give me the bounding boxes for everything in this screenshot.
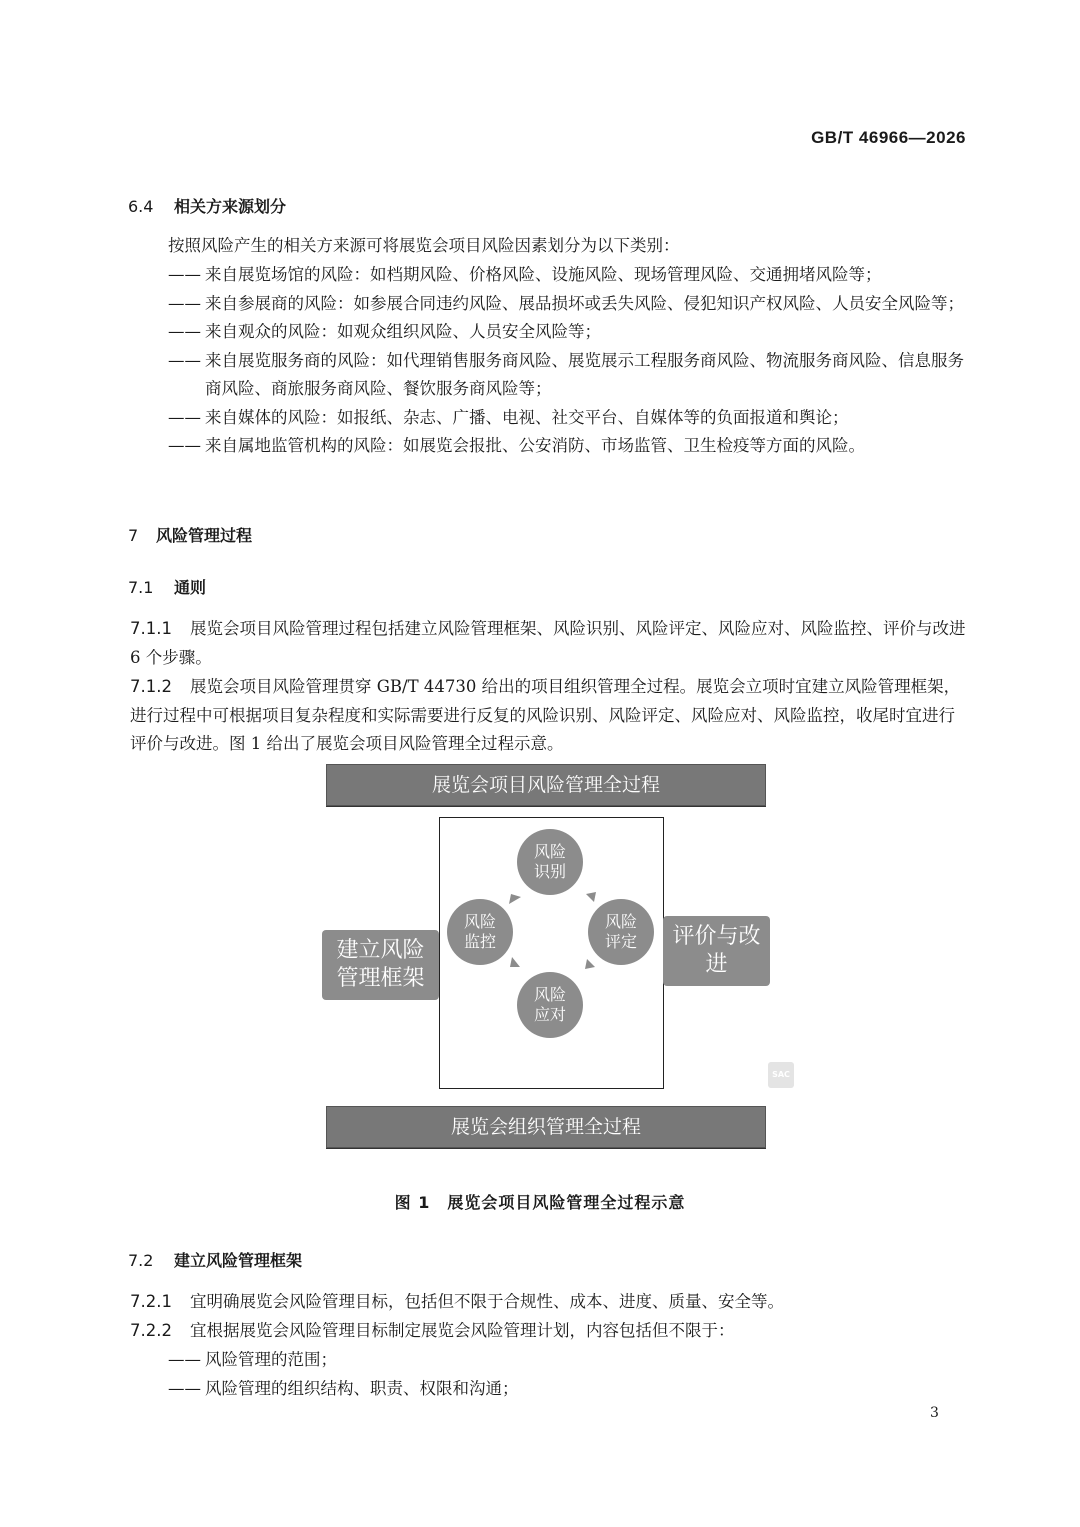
list-item: —— 来自观众的风险：如观众组织风险、人员安全风险等； <box>168 322 601 341</box>
arrow-icon <box>585 959 595 969</box>
list-item: —— 风险管理的组织结构、职责、权限和沟通； <box>168 1378 519 1398</box>
figure-top-bar: 展览会项目风险管理全过程 <box>326 764 766 806</box>
clause-7-2-2: 7.2.2 宜根据展览会风险管理目标制定展览会风险管理计划，内容包括但不限于： <box>130 1321 735 1340</box>
figure-bottom-bar: 展览会组织管理全过程 <box>326 1106 766 1148</box>
box-evaluate-improve: 评价与改 进 <box>663 916 770 986</box>
cycle-arrows <box>439 817 663 1087</box>
list-item: —— 风险管理的范围； <box>168 1350 337 1369</box>
list-item: —— 来自展览服务商的风险：如代理销售服务商风险、展览展示工程服务商风险、物流服务商风险、信息服务商风险、商旅服务商风险、餐饮服务商风险等； <box>168 350 964 398</box>
section-7-2-list <box>168 1346 968 1403</box>
section-6-4-heading <box>128 194 286 217</box>
section-6-4-intro: 按照风险产生的相关方来源可将展览会项目风险因素划分为以下类别： <box>168 236 680 255</box>
section-6-4-list <box>168 261 968 461</box>
section-title: 风险管理过程 <box>156 526 253 545</box>
arrow-icon <box>586 892 596 902</box>
list-item: —— 来自媒体的风险：如报纸、杂志、广播、电视、社交平台、自媒体等的负面报道和舆论； <box>168 407 849 427</box>
arrow-icon <box>509 894 521 904</box>
section-number: 6.4 <box>128 197 154 216</box>
arrow-icon <box>510 957 520 967</box>
section-7-heading <box>128 523 252 546</box>
figure-caption: 图 1 展览会项目风险管理全过程示意 <box>394 1193 686 1212</box>
section-number: 7.1 <box>128 578 154 597</box>
circle-risk-identification: 风险 识别 <box>517 829 583 895</box>
list-item: —— 来自展览场馆的风险：如档期风险、价格风险、设施风险、现场管理风险、交通拥堵风险等； <box>168 265 882 284</box>
circle-risk-monitoring: 风险 监控 <box>447 899 513 965</box>
sac-watermark-logo: SAC <box>768 1062 794 1088</box>
section-7-2-heading <box>128 1248 302 1271</box>
section-title: 通则 <box>174 578 207 597</box>
clause-7-1-1: 7.1.1 展览会项目风险管理过程包括建立风险管理框架、风险识别、风险评定、风险应对、风险监控、评价与改进 6 个步骤。 <box>130 619 966 667</box>
clause-7-2-1: 7.2.1 宜明确展览会风险管理目标，包括但不限于合规性、成本、进度、质量、安全等。 <box>130 1292 784 1311</box>
circle-risk-response: 风险 应对 <box>517 972 583 1038</box>
list-item: —— 来自属地监管机构的风险：如展览会报批、公安消防、市场监管、卫生检疫等方面的风险。 <box>168 436 865 455</box>
standard-code: GB/T 46966—2026 <box>811 128 966 147</box>
page-number: 3 <box>930 1405 939 1421</box>
circle-risk-assessment: 风险 评定 <box>588 899 654 965</box>
section-7-1-heading <box>128 575 206 598</box>
section-title: 建立风险管理框架 <box>174 1251 303 1270</box>
section-number: 7.2 <box>128 1251 154 1270</box>
section-number: 7 <box>128 526 139 545</box>
section-title: 相关方来源划分 <box>174 197 287 216</box>
list-item: —— 来自参展商的风险：如参展合同违约风险、展品损坏或丢失风险、侵犯知识产权风险、人员安全风险等； <box>168 293 964 313</box>
box-establish-framework: 建立风险 管理框架 <box>322 930 439 1000</box>
clause-7-1-2: 7.1.2 展览会项目风险管理贯穿 GB/T 44730 给出的项目组织管理全过程。展览会立项时宜建立风险管理框架，进行过程中可根据项目复杂程度和实际需要进行反复的风险识别、风险评定、风险应对、风险监控，收尾时宜进行评价与改进。图 1 给出了展览会项目风险管理全过程示意。 <box>130 677 961 753</box>
